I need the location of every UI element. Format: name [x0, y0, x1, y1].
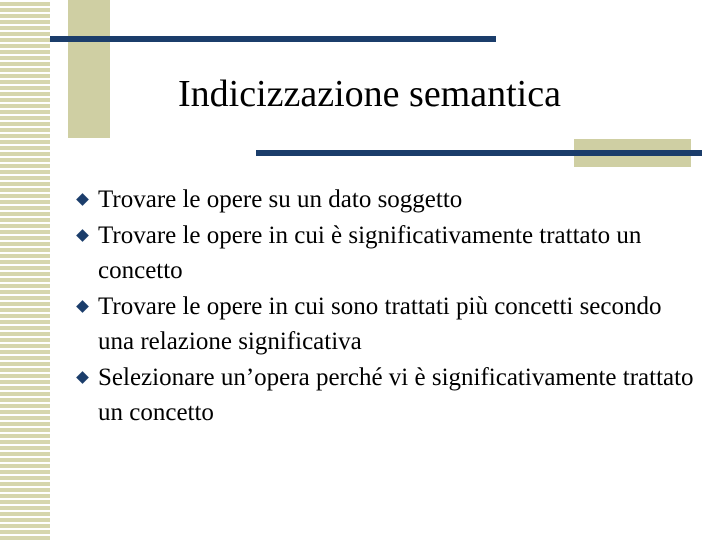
bullet-text: Trovare le opere in cui è significativamente trattato un concetto: [98, 222, 642, 284]
decorative-stripe-bar: [0, 0, 50, 540]
title-rule-bottom: [256, 150, 702, 156]
bullet-text: Trovare le opere su un dato soggetto: [98, 186, 463, 213]
bullet-item: [75, 218, 695, 288]
slide-title: Indicizzazione semantica: [178, 73, 561, 115]
bullet-item: [75, 289, 695, 359]
bullet-text: Selezionare un’opera perché vi è significativamente trattato un concetto: [98, 364, 694, 426]
bullet-list: [75, 182, 695, 431]
bullet-item: [75, 182, 695, 217]
diamond-bullet-icon: [76, 300, 89, 313]
diamond-bullet-icon: [76, 229, 89, 242]
diamond-bullet-icon: [76, 371, 89, 384]
diamond-bullet-icon: [76, 193, 89, 206]
bullet-item: [75, 360, 695, 430]
bullet-text: Trovare le opere in cui sono trattati più concetti secondo una relazione significativa: [98, 293, 662, 355]
title-rule-top: [50, 36, 496, 42]
title-accent-block-top: [68, 0, 110, 138]
